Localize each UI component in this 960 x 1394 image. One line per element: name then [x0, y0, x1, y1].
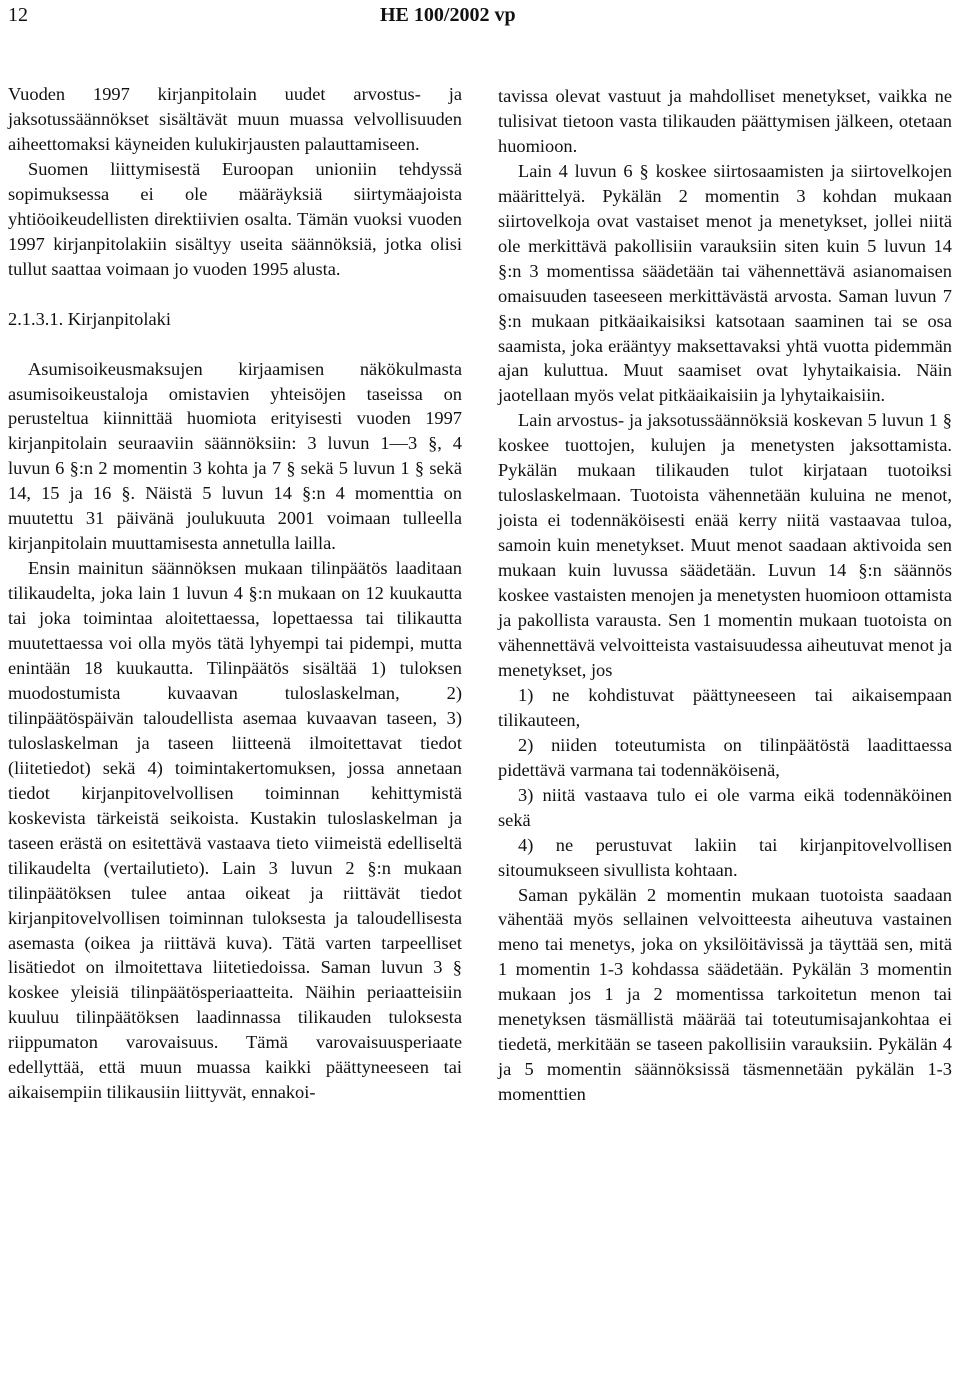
list-item: 2) niiden toteutumista on tilinpäätöstä laadittaessa pidettävä varmana tai todennäköisenä, — [498, 734, 952, 780]
list-item: 3) niitä vastaava tulo ei ole varma eikä todennäköinen sekä — [498, 784, 952, 830]
paragraph: Suomen liittymisestä Euroopan unioniin tehdyssä sopimuksessa ei ole määräyksiä siirtymäajoista yhtiöoikeudellisten direktiivien osalta. Tämän vuoksi vuoden 1997 kirjanpitolakiin sisältyy useita säännöksiä, jotka olisi tullut saattaa voimaan jo vuoden 1995 alusta. — [8, 158, 462, 279]
page-number: 12 — [8, 4, 28, 26]
paragraph: tavissa olevat vastuut ja mahdolliset menetykset, vaikka ne tulisivat tietoon vasta tilikauden päättymisen jälkeen, otetaan huomioon. — [498, 86, 952, 156]
paragraph: Vuoden 1997 kirjanpitolain uudet arvostus- ja jaksotussäännökset sisältävät muun muassa velvollisuuden aiheettomaksi käyneiden kulukirjausten palauttamiseen. — [8, 84, 462, 154]
page-header — [0, 0, 960, 40]
paragraph: Asumisoikeusmaksujen kirjaamisen näkökulmasta asumisoikeustaloja omistavien yhteisöjen taseissa on perusteltua kiinnittää huomiota erityisesti vuoden 1997 kirjanpitolain seuraaviin säännöksiin: 3 luvun 1—3 §, 4 luvun 6 §:n 2 momentin 3 kohta ja 7 § sekä 5 luvun 1 § sekä 14, 15 ja 16 §. Näistä 5 luvun 14 §:n 4 momenttia on muutettu 31 päivänä joulukuuta 2001 voimaan tulleella kirjanpitolain muuttamisesta annetulla lailla. — [8, 358, 462, 554]
paragraph: Lain 4 luvun 6 § koskee siirtosaamisten ja siirtovelkojen määrittelyä. Pykälän 2 momentin 3 kohdan mukaan siirtovelkoja ovat vastaiset menot ja menetykset, jollei niitä ole merkittävä pakollisiin varauksiin siten kuin 5 luvun 14 §:n 3 momentissa säädetään tai vähennettävä asianomaisen omaisuuden taseeseen merkittävästä arvosta. Saman luvun 7 §:n mukaan pitkäaikaisiksi katsotaan saaminen tai se osa saamista, joka erääntyy maksettavaksi yhtä vuotta pidemmän ajan kuluttua. Muut saamiset ovat lyhytaikaisia. Näin jaotellaan myös velat pitkäaikaisiin ja lyhytaikaisiin. — [498, 160, 952, 406]
left-column — [8, 82, 462, 1105]
right-column — [498, 84, 952, 1107]
paragraph: Ensin mainitun säännöksen mukaan tilinpäätös laaditaan tilikaudelta, joka lain 1 luvun 4 §:n mukaan on 12 kuukautta tai joka toimintaa aloitettaessa, lopettaessa tai tilikautta muutettaessa voi olla myös tätä lyhyempi tai pidempi, mutta enintään 18 kuukautta. Tilinpäätös sisältää 1) tuloksen muodostumista kuvaavan tuloslaskelman, 2) tilinpäätöspäivän taloudellista asemaa kuvaavan taseen, 3) tuloslaskelman ja taseen liitteenä ilmoitettavat tiedot (liitetiedot) sekä 4) toimintakertomuksen, jossa annetaan tiedot kirjanpitovelvollisen toiminnan kehittymistä koskevista tärkeistä seikoista. Kustakin tuloslaskelman ja taseen erästä on esitettävä vastaava tieto viimeistä edelliseltä tilikaudelta (vertailutieto). Lain 3 luvun 2 §:n mukaan tilinpäätöksen tulee antaa oikeat ja riittävät tiedot kirjanpitovelvollisen toiminnan tuloksesta ja taloudellisesta asemasta (oikea ja riittävä kuva). Tätä varten tarpeelliset lisätiedot on ilmoitettava liitetiedoissa. Saman luvun 3 § koskee yleisiä tilinpäätösperiaatteita. Näihin periaatteisiin kuuluu tilinpäätöksen laadinnassa tilikauden tuloksesta riippumaton varovaisuus. Tämä varovaisuusperiaate edellyttää, että muun muassa kaikki päättyneeseen tai aikaisempiin tilikausiin liittyvät, ennakoi- — [8, 558, 462, 1103]
list-item: 4) ne perustuvat lakiin tai kirjanpitovelvollisen sitoumukseen sivullista kohtaan. — [498, 834, 952, 880]
list-item: 1) ne kohdistuvat päättyneeseen tai aikaisempaan tilikauteen, — [498, 684, 952, 730]
document-reference: HE 100/2002 vp — [380, 4, 516, 26]
paragraph: Lain arvostus- ja jaksotussäännöksiä koskevan 5 luvun 1 § koskee tuottojen, kulujen ja menetysten jaksottamista. Pykälän mukaan tilikauden tulot kirjataan tuotoiksi tuloslaskelmaan. Tuotoista vähennetään kuluina ne menot, joista ei todennäköisesti enää kerry niitä vastaavaa tuloa, samoin kuin menetykset. Muut menot saadaan aktivoida sen mukaan kuin luvussa säädetään. Luvun 14 §:n säännös koskee vastaisten menojen ja menetysten huomioon ottamista ja pakollista varausta. Sen 1 momentin mukaan tuotoista on vähennettävä velvoitteista vastaisuudessa aiheutuvat menot ja menetykset, jos — [498, 410, 953, 680]
paragraph: Saman pykälän 2 momentin mukaan tuotoista saadaan vähentää myös sellainen velvoitteesta aiheutuva vastainen meno tai menetys, joka on yksilöitävissä ja täyttää sen, mitä 1 momentin 1-3 kohdassa säädetään. Pykälän 3 momentin mukaan jos 1 ja 2 momentissa tarkoitetun menon tai menetyksen täsmällistä määrää tai toteutumisajankohtaa ei tiedetä, merkitään se taseen pakollisiin varauksiin. Pykälän 4 ja 5 momentin säännöksissä täsmennetään pykälän 1-3 momenttien — [498, 884, 952, 1105]
section-heading: 2.1.3.1. Kirjanpitolaki — [8, 308, 171, 329]
